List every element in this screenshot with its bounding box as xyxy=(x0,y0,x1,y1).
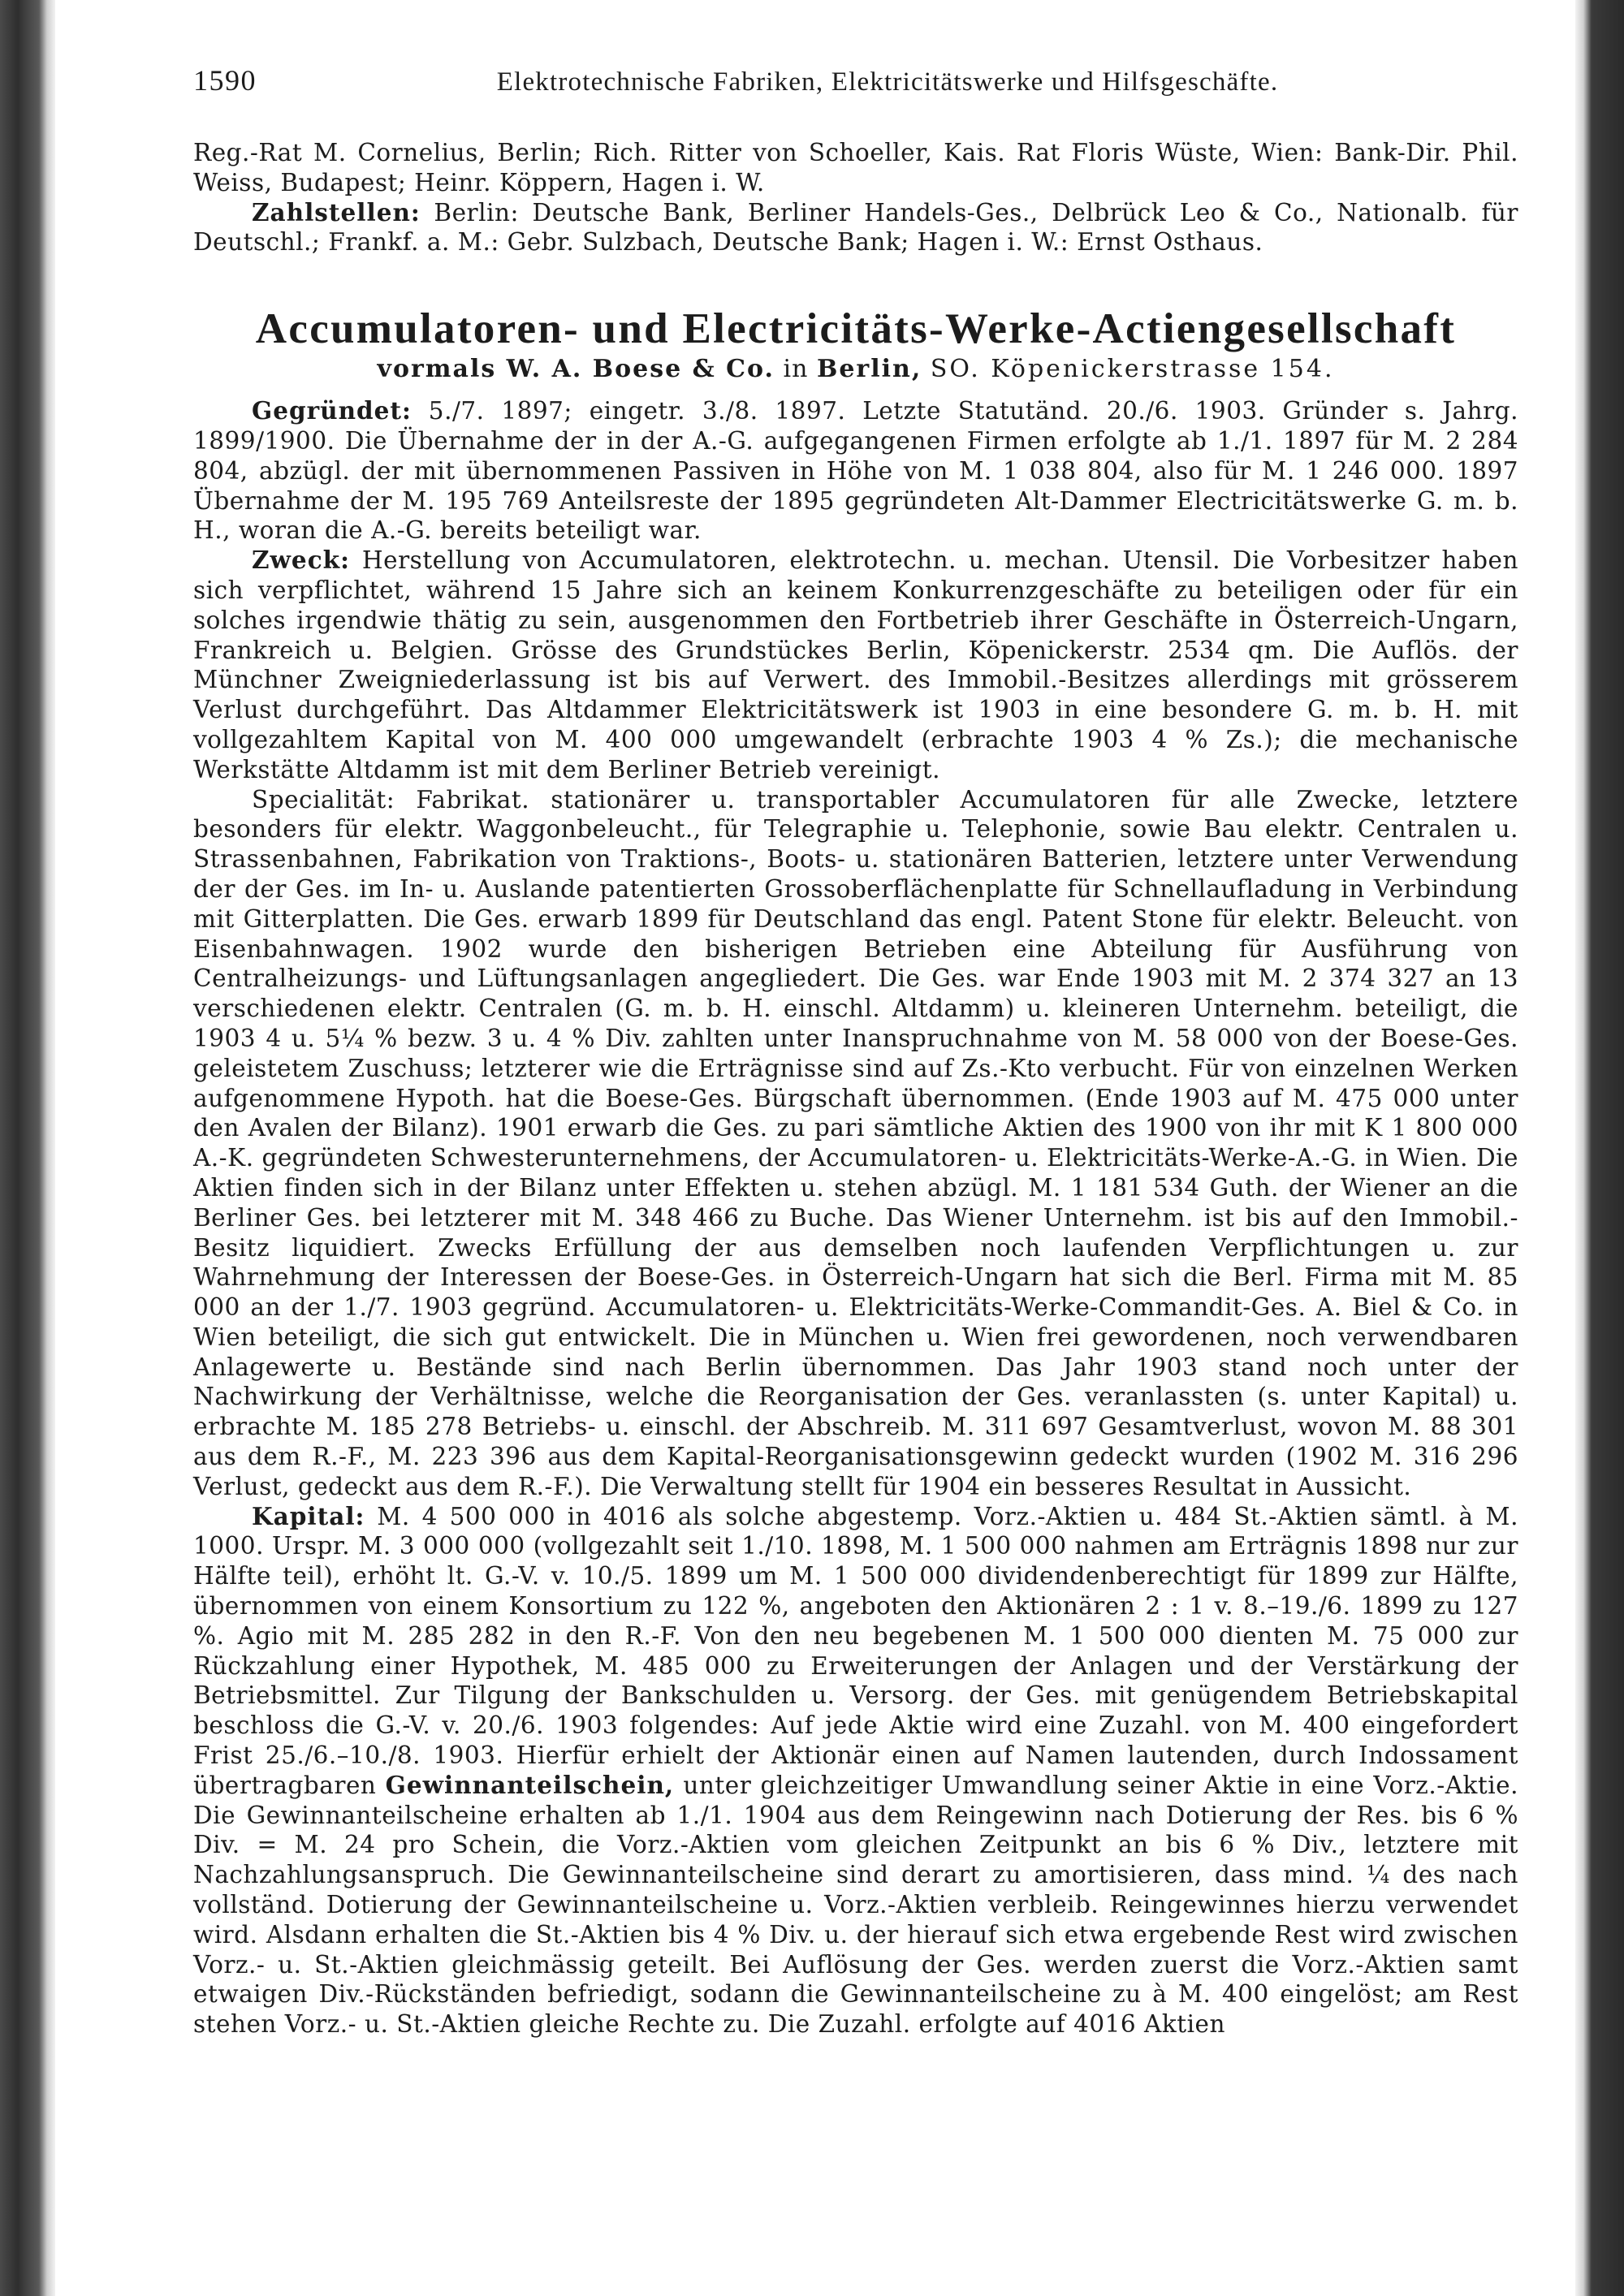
kapital-text-2: unter gleichzeitiger Umwandlung seiner Aktie in eine Vorz.-Aktie. Die Gewinnanteilscheine erhalten ab 1./1. 1904 aus dem Reingewinn nach Dotierung der Res. bis 6 % Div. = M. 24 pro Schein, die Vorz.-Aktien vom gleichen Zeitpunkt an bis 6 % Div., letztere mit Nachzahlungsanspruch. Die Gewinnanteilscheine sind derart zu amortisieren, dass mind. ¼ des nach vollständ. Dotierung der Gewinnanteilscheine u. Vorz.-Aktien verbleib. Reingewinnes hierzu verwendet wird. Alsdann erhalten die St.-Aktien bis 4 % Div. u. der hierauf sich etwa ergebende Rest wird zwischen Vorz.- u. St.-Aktien gleichmässig geteilt. Bei Auflösung der Ges. werden zuerst die Vorz.-Aktien samt etwaigen Div.-Rückständen befriedigt, sodann die Gewinnanteilscheine zu à M. 400 eingelöst; am Rest stehen Vorz.- u. St.-Aktien gleiche Rechte zu. Die Zuzahl. erfolgte auf 4016 Aktien xyxy=(193,1771,1518,2039)
zweck-paragraph xyxy=(193,546,1518,784)
running-title: Elektrotechnische Fabriken, Elektricitätswerke und Hilfsgeschäfte. xyxy=(496,67,1279,97)
kapital-label: Kapital: xyxy=(252,1501,365,1530)
previous-entry xyxy=(193,138,1518,257)
company-city: Berlin, xyxy=(816,355,922,384)
company-subtitle xyxy=(193,355,1518,383)
company-address: SO. Köpenickerstrasse 154. xyxy=(930,355,1335,384)
specialitaet-paragraph: Specialität: Fabrikat. stationärer u. transportabler Accumulatoren für alle Zwecke, letztere besonders für elektr. Waggonbeleucht., für Telegraphie u. Telephonie, sowie Bau elektr. Centralen u. Strassenbahnen, Fabrikation von Traktions-, Boots- u. stationären Batterien, letztere unter Verwendung der der Ges. im In- u. Auslande patentierten Grossoberflächenplatte für Schnellaufladung in Verbindung mit Gitterplatten. Die Ges. erwarb 1899 für Deutschland das engl. Patent Stone für elektr. Beleucht. von Eisenbahnwagen. 1902 wurde den bisherigen Betrieben eine Abteilung für Ausführung von Centralheizungs- und Lüftungsanlagen angegliedert. Die Ges. war Ende 1903 mit M. 2 374 327 an 13 verschiedenen elektr. Centralen (G. m. b. H. einschl. Altdamm) u. kleineren Unternehm. beteiligt, die 1903 4 u. 5¼ % bezw. 3 u. 4 % Div. zahlten unter Inanspruchnahme von M. 58 000 von der Boese-Ges. geleistetem Zuschuss; letzterer wie die Erträgnisse sind auf Zs.-Kto verbucht. Für von einzelnen Werken aufgenommene Hypoth. hat die Boese-Ges. Bürgschaft übernommen. (Ende 1903 auf M. 475 000 unter den Avalen der Bilanz). 1901 erwarb die Ges. zu pari sämtliche Aktien des 1900 von ihr mit K 1 800 000 A.-K. gegründeten Schwesterunternehmens, der Accumulatoren- u. Elektricitäts-Werke-A.-G. in Wien. Die Aktien finden sich in der Bilanz unter Effekten u. stehen abzügl. M. 1 181 534 Guth. der Wiener an die Berliner Ges. bei letzterer mit M. 348 466 zu Buche. Das Wiener Unternehm. ist bis auf den Immobil.-Besitz liquidiert. Zwecks Erfüllung der aus demselben noch laufenden Verpflichtungen u. zur Wahrnehmung der Interessen der Boese-Ges. in Österreich-Ungarn hat sich die Berl. Firma mit M. 85 000 an der 1./7. 1903 gegründ. Accumulatoren- u. Elektricitäts-Werke-Commandit-Ges. A. Biel & Co. in Wien beteiligt, die sich gut entwickelt. Die in München u. Wien frei gewordenen, noch verwendbaren Anlagewerte u. Bestände sind nach Berlin übernommen. Das Jahr 1903 stand noch unter der Nachwirkung der Verhältnisse, welche die Reorganisation der Ges. veranlassten (s. unter Kapital) u. erbrachte M. 185 278 Betriebs- u. einschl. der Abschreib. M. 311 697 Gesamtverlust, wovon M. 88 301 aus dem R.-F., M. 223 396 aus dem Kapital-Reorganisationsgewinn gedeckt wurden (1902 M. 316 296 Verlust, gedeckt aus dem R.-F.). Die Verwaltung stellt für 1904 ein besseres Resultat in Aussicht. xyxy=(193,785,1518,1500)
running-header xyxy=(193,63,1518,97)
zahlstellen-text: Berlin: Deutsche Bank, Berliner Handels-Ges., Delbrück Leo & Co., Nationalb. für Deutschl.; Frankf. a. M.: Gebr. Sulzbach, Deutsche Bank; Hagen i. W.: Ernst Osthaus. xyxy=(193,198,1518,257)
kapital-text-1: M. 4 500 000 in 4016 als solche abgestemp. Vorz.-Aktien u. 484 St.-Aktien sämtl. à M. 1000. Urspr. M. 3 000 000 (vollgezahlt seit 1./10. 1898, M. 1 500 000 nahmen am Erträgnis 1898 nur zur Hälfte teil), erhöht lt. G.-V. v. 10./5. 1899 um M. 1 500 000 dividendenberechtigt für 1899 zur Hälfte, übernommen von einem Konsortium zu 122 %, angeboten den Aktionären 2 : 1 v. 8.–19./6. 1899 zu 127 %. Agio mit M. 285 282 in den R.-F. Von den neu begebenen M. 1 500 000 dienten M. 75 000 zur Rückzahlung einer Hypothek, M. 485 000 zu Erweiterungen der Anlagen und der Verstärkung der Betriebsmittel. Zur Tilgung der Bankschulden u. Versorg. der Ges. mit genügendem Betriebskapital beschloss die G.-V. v. 20./6. 1903 folgendes: Auf jede Aktie wird eine Zuzahl. von M. 400 eingefordert Frist 25./6.–10./8. 1903. Hierfür erhielt der Aktionär einen auf Namen lautenden, durch Indossament übertragbaren xyxy=(193,1502,1518,1799)
zweck-text: Herstellung von Accumulatoren, elektrotechn. u. mechan. Utensil. Die Vorbesitzer haben sich verpflichtet, während 15 Jahre sich an keinem Konkurrenzgeschäfte zu beteiligen oder für ein solches irgendwie thätig zu sein, ausgenommen den Fortbetrieb ihrer Geschäfte in Österreich-Ungarn, Frankreich u. Belgien. Grösse des Grundstückes Berlin, Köpenickerstr. 2534 qm. Die Auflös. der Münchner Zweigniederlassung ist bis auf Verwert. des Immobil.-Besitzes allerdings mit grösserem Verlust durchgeführt. Das Altdammer Elektricitätswerk ist 1903 in eine besondere G. m. b. H. mit vollgezahltem Kapital von M. 400 000 umgewandelt (erbrachte 1903 4 % Zs.); die mechanische Werkstätte Altdamm ist mit dem Berliner Betrieb vereinigt. xyxy=(193,546,1518,783)
zahlstellen-label: Zahlstellen: xyxy=(252,197,421,227)
aufsichtsrat-continued: Reg.-Rat M. Cornelius, Berlin; Rich. Ritter von Schoeller, Kais. Rat Floris Wüste, Wien: Bank-Dir. Phil. Weiss, Budapest; Heinr. Köppern, Hagen i. W. xyxy=(193,139,1518,196)
company-body xyxy=(193,396,1518,2039)
gegruendet-paragraph xyxy=(193,396,1518,546)
gegruendet-label: Gegründet: xyxy=(252,396,412,425)
company-in: in xyxy=(783,355,809,384)
scan-edge-right xyxy=(1575,0,1624,2296)
scan-edge-left xyxy=(0,0,55,2296)
gewinnanteilschein-label: Gewinnanteilschein, xyxy=(385,1770,675,1799)
kapital-paragraph xyxy=(193,1502,1518,2039)
company-title: Accumulatoren- und Electricitäts-Werke-Actiengesellschaft xyxy=(255,305,1457,353)
company-former-name: vormals W. A. Boese & Co. xyxy=(377,355,775,384)
page xyxy=(193,63,1518,2039)
gegruendet-text: 5./7. 1897; eingetr. 3./8. 1897. Letzte Statutänd. 20./6. 1903. Gründer s. Jahrg. 1899/1900. Die Übernahme der in der A.-G. aufgegangenen Firmen erfolgte ab 1./1. 1897 für M. 2 284 804, abzügl. der mit übernommenen Passiven in Höhe von M. 1 038 804, also für M. 1 246 000. 1897 Übernahme der M. 195 769 Anteilsreste der 1895 gegründeten Alt-Dammer Electricitätswerke G. m. b. H., woran die A.-G. bereits beteiligt war. xyxy=(193,397,1518,545)
page-number: 1590 xyxy=(193,64,257,97)
zweck-label: Zweck: xyxy=(252,546,350,575)
zahlstellen-paragraph xyxy=(193,198,1518,258)
